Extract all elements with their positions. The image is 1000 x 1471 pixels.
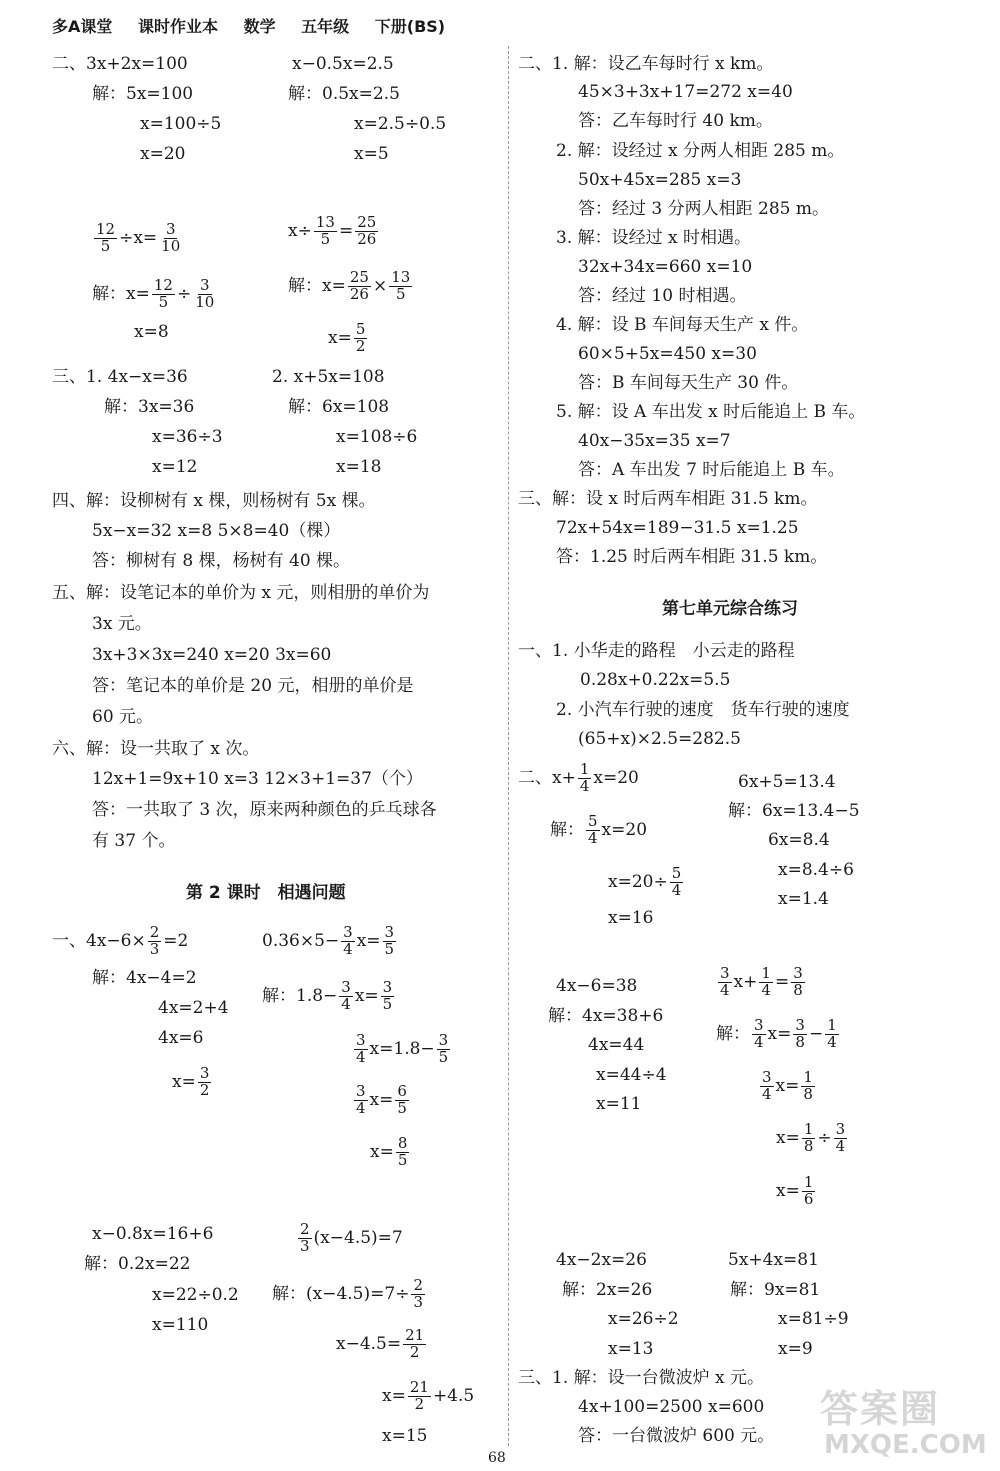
eq-line: x= $\frac{21}{2}$ +4.5 [382,1378,475,1413]
eq-line: x= $\frac{8}{5}$ [370,1134,408,1169]
eq-line: 三、1. 4x−x=36 [52,367,188,387]
fraction: $\frac{3}{8}$ [795,1016,805,1051]
eq-line: x=108÷6 [336,427,418,447]
eq-line: x= $\frac{1}{6}$ [776,1173,814,1208]
eq-line: x=9 [778,1339,813,1359]
header-series: 多A课堂 [52,17,113,36]
text-line: 答：乙车每时行 40 km。 [578,111,773,131]
eq-line: 4x=44 [588,1035,645,1055]
eq-line: 4x=6 [158,1028,204,1048]
fraction: $\frac{5}{2}$ [355,320,366,355]
fraction: $\frac{3}{2}$ [199,1064,210,1099]
text-line: 三、解：设 x 时后两车相距 31.5 km。 [518,489,818,509]
fraction: $\frac{5}{4}$ [588,812,598,847]
page-header [52,14,465,37]
text-line: 答：B 车间每天生产 30 件。 [578,373,799,393]
watermark-logo [810,1376,990,1468]
eq-line: 解：x= $\frac{12}{5}$ ÷ $\frac{3}{10}$ [92,276,215,311]
fraction: $\frac{3}{10}$ [195,276,215,311]
fraction: $\frac{3}{8}$ [793,964,803,999]
text-line: 答：A 车出发 7 时后能追上 B 车。 [578,460,845,480]
eq-line: 解：x= $\frac{25}{26}$ × $\frac{13}{5}$ [288,268,411,303]
text-line: 答：经过 10 时相遇。 [578,286,747,306]
fraction: $\frac{3}{5}$ [438,1031,449,1066]
watermark-url: MXQE.COM [824,1430,987,1460]
eq-line: $\frac{3}{4}$ x+ $\frac{1}{4}$ = $\frac{3}{8}$ [720,964,803,999]
eq-line: 解：(x−4.5)=7÷ $\frac{2}{3}$ [272,1276,423,1311]
text-line: 40x−35x=35 x=7 [578,431,731,451]
header-grade: 五年级 [301,17,350,36]
text-line: 一、1. 小华走的路程 小云走的路程 [518,641,795,661]
fraction: $\frac{25}{26}$ [357,213,377,248]
eq-line: $\frac{3}{4}$ x=1.8− $\frac{3}{5}$ [356,1031,449,1066]
eq-line: $\frac{2}{3}$ (x−4.5)=7 [300,1220,403,1255]
eq-line: 0.36×5− $\frac{3}{4}$ x= $\frac{3}{5}$ [262,923,395,958]
text-line: 3x+3×3x=240 x=20 3x=60 [92,645,332,665]
eq-line: x−4.5= $\frac{21}{2}$ [336,1326,425,1361]
eq-line: x=13 [608,1339,654,1359]
fraction: $\frac{21}{2}$ [405,1326,425,1361]
fraction: $\frac{6}{5}$ [397,1082,407,1117]
eq-line: 4x−2x=26 [556,1250,647,1270]
text-line: 45×3+3x+17=272 x=40 [578,82,793,102]
header-volume: 下册(BS) [374,17,446,36]
eq-line: x=5 [354,144,389,164]
eq-line: 解：4x−4=2 [92,968,197,988]
eq-line: $\frac{3}{4}$ x= $\frac{1}{8}$ [762,1068,813,1103]
eq-line: 解：3x=36 [104,397,195,417]
text-line: 2. 小汽车行驶的速度 货车行驶的速度 [556,700,850,720]
eq-line: 5x+4x=81 [728,1250,819,1270]
fraction: $\frac{8}{5}$ [397,1134,408,1169]
text-line: (65+x)×2.5=282.5 [578,729,741,749]
fraction: $\frac{5}{4}$ [671,864,682,899]
eq-line: x=12 [152,457,198,477]
eq-line: x=16 [608,908,654,928]
text-line: 三、1. 解：设一台微波炉 x 元。 [518,1368,765,1388]
text-line: 答：经过 3 分两人相距 285 m。 [578,199,829,219]
text-line: 60 元。 [92,707,154,727]
watermark-text: 答案圈 [820,1387,941,1431]
text-line: 答：一台微波炉 600 元。 [578,1426,775,1446]
fraction: $\frac{12}{5}$ [96,220,116,255]
fraction: $\frac{13}{5}$ [315,213,335,248]
fraction: $\frac{3}{4}$ [835,1120,846,1155]
fraction: $\frac{12}{5}$ [153,276,173,311]
text-line: 四、解：设柳树有 x 棵，则杨树有 5x 棵。 [52,491,376,511]
header-subject: 数学 [243,17,276,36]
eq-line: x=20 [140,144,186,164]
eq-line: 6x=8.4 [768,830,830,850]
text-line: 五、解：设笔记本的单价为 x 元，则相册的单价为 [52,583,430,603]
text-line: 答：柳树有 8 棵，杨树有 40 棵。 [92,551,351,571]
eq-line: x= $\frac{3}{2}$ [172,1064,210,1099]
fraction: $\frac{13}{5}$ [391,268,411,303]
eq-line: 解：6x=108 [288,397,390,417]
fraction: $\frac{1}{8}$ [803,1068,813,1103]
fraction: $\frac{3}{4}$ [720,964,730,999]
text-line: 5x−x=32 x=8 5×8=40（棵） [92,521,341,541]
eq-line: 解：1.8− $\frac{3}{4}$ x= $\frac{3}{5}$ [262,978,393,1013]
fraction: $\frac{2}{3}$ [149,923,160,958]
text-line: 二、1. 解：设乙车每时行 x km。 [518,54,774,74]
text-line: 4. 解：设 B 车间每天生产 x 件。 [556,315,809,335]
fraction: $\frac{3}{4}$ [754,1016,764,1051]
page-number: 68 [488,1450,506,1466]
fraction: $\frac{1}{6}$ [803,1173,814,1208]
eq-line: x=1.4 [778,889,829,909]
text-line: 0.28x+0.22x=5.5 [580,670,731,690]
eq-line: x=100÷5 [140,114,222,134]
text-line: 72x+54x=189−31.5 x=1.25 [556,518,799,538]
text-line: 12x+1=9x+10 x=3 12×3+1=37（个） [92,769,423,789]
eq-line: 解：2x=26 [562,1280,653,1300]
text-line: 4x+100=2500 x=600 [578,1397,765,1417]
text-line: 2. 解：设经过 x 分两人相距 285 m。 [556,141,845,161]
fraction: $\frac{25}{26}$ [349,268,369,303]
eq-line: x−0.8x=16+6 [92,1224,214,1244]
fraction: $\frac{1}{4}$ [761,964,771,999]
text-line: 3x 元。 [92,614,152,634]
text-line: 有 37 个。 [92,831,176,851]
eq-line: x=81÷9 [778,1309,849,1329]
fraction: $\frac{3}{4}$ [356,1082,366,1117]
eq-line: x=36÷3 [152,427,223,447]
eq-line: 解：5x=100 [92,84,194,104]
eq-line: 一、4x−6× $\frac{2}{3}$ =2 [52,923,189,958]
section-title: 第 2 课时 相遇问题 [186,883,346,903]
eq-line: 二、3x+2x=100 [52,54,188,74]
eq-line: 二、x+ $\frac{1}{4}$ x=20 [518,760,639,795]
text-line: 5. 解：设 A 车出发 x 时后能追上 B 车。 [556,402,866,422]
fraction: $\frac{1}{8}$ [803,1120,814,1155]
eq-line: 解：4x=38+6 [548,1006,664,1026]
eq-line: x÷ $\frac{13}{5}$ = $\frac{25}{26}$ [288,213,377,248]
eq-line: x=15 [382,1426,428,1446]
eq-line: x= $\frac{5}{2}$ [328,320,366,355]
fraction: $\frac{3}{5}$ [384,923,395,958]
eq-line: x=110 [152,1315,209,1335]
eq-line: x=26÷2 [608,1309,679,1329]
eq-line: x=8.4÷6 [778,860,854,880]
fraction: $\frac{2}{3}$ [413,1276,423,1311]
column-divider [508,46,509,1446]
eq-line: 解： $\frac{5}{4}$ x=20 [550,812,648,847]
eq-line: 4x=2+4 [158,998,229,1018]
text-line: 50x+45x=285 x=3 [578,170,742,190]
eq-line: x= $\frac{1}{8}$ ÷ $\frac{3}{4}$ [776,1120,846,1155]
fraction: $\frac{21}{2}$ [409,1378,429,1413]
section-title: 第七单元综合练习 [662,599,798,619]
text-line: 60×5+5x=450 x=30 [578,344,757,364]
fraction: $\frac{3}{10}$ [161,220,181,255]
eq-line: 2. x+5x=108 [272,367,385,387]
eq-line: $\frac{3}{4}$ x= $\frac{6}{5}$ [356,1082,407,1117]
eq-line: 6x+5=13.4 [738,772,836,792]
fraction: $\frac{3}{5}$ [382,978,393,1013]
eq-line: $\frac{12}{5}$ ÷x= $\frac{3}{10}$ [96,220,181,255]
text-line: 答：一共取了 3 次，原来两种颜色的乒乓球各 [92,800,437,820]
fraction: $\frac{3}{4}$ [343,923,353,958]
eq-line: x=8 [134,322,169,342]
eq-line: 解：9x=81 [730,1280,821,1300]
eq-line: 解： $\frac{3}{4}$ x= $\frac{3}{8}$ − $\frac{1}{4}$ [716,1016,837,1051]
fraction: $\frac{2}{3}$ [300,1220,310,1255]
eq-line: x=22÷0.2 [152,1285,239,1305]
eq-line: x=18 [336,457,382,477]
eq-line: 4x−6=38 [556,976,638,996]
eq-line: 解：0.2x=22 [84,1254,191,1274]
eq-line: 解：6x=13.4−5 [728,801,860,821]
fraction: $\frac{3}{4}$ [341,978,351,1013]
text-line: 32x+34x=660 x=10 [578,257,753,277]
eq-line: x=2.5÷0.5 [354,114,447,134]
text-line: 答：1.25 时后两车相距 31.5 km。 [556,547,828,567]
fraction: $\frac{3}{4}$ [762,1068,772,1103]
fraction: $\frac{1}{4}$ [827,1016,837,1051]
eq-line: x−0.5x=2.5 [292,54,394,74]
text-line: 答：笔记本的单价是 20 元，相册的单价是 [92,676,414,696]
eq-line: x=44÷4 [596,1065,667,1085]
text-line: 3. 解：设经过 x 时相遇。 [556,228,752,248]
eq-line: x=11 [596,1094,642,1114]
header-book: 课时作业本 [137,17,218,36]
fraction: $\frac{3}{4}$ [356,1031,366,1066]
eq-line: 解：0.5x=2.5 [288,84,400,104]
fraction: $\frac{1}{4}$ [579,760,590,795]
eq-line: x=20÷ $\frac{5}{4}$ [608,864,682,899]
text-line: 六、解：设一共取了 x 次。 [52,739,260,759]
